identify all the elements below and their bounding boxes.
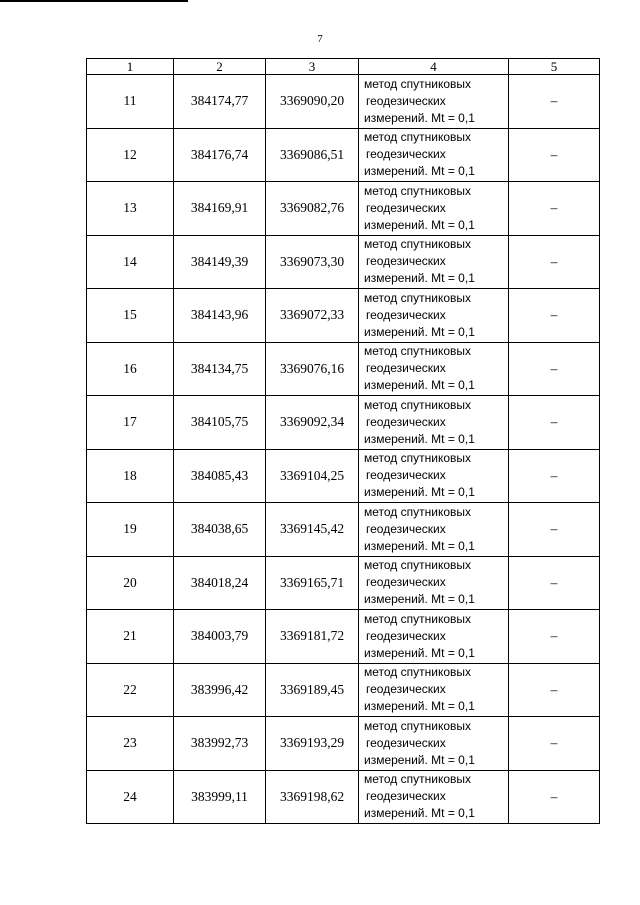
method-cell: [359, 717, 509, 771]
method-line: измерений. Mt = 0,1: [364, 217, 475, 232]
method-line: геодезических: [366, 735, 446, 750]
table-row: [87, 449, 600, 503]
table-row: [87, 396, 600, 450]
method-line: метод спутниковых: [364, 237, 472, 252]
method-line: измерений. Mt = 0,1: [364, 592, 475, 607]
method-line: геодезических: [366, 521, 446, 536]
coord-y-cell: 3369090,20: [266, 75, 359, 129]
table-row: [87, 75, 600, 129]
method-line: геодезических: [366, 682, 446, 697]
method-line: метод спутниковых: [364, 76, 472, 91]
point-number-cell: 24: [87, 770, 174, 824]
method-line: геодезических: [366, 361, 446, 376]
method-line: метод спутниковых: [364, 611, 472, 626]
point-number-cell: 12: [87, 128, 174, 182]
point-number-cell: 23: [87, 717, 174, 771]
method-line: измерений. Mt = 0,1: [364, 645, 475, 660]
coord-x-cell: 383992,73: [174, 717, 266, 771]
method-line: измерений. Mt = 0,1: [364, 431, 475, 446]
top-rule: [0, 0, 188, 2]
note-cell: –: [509, 235, 600, 289]
method-cell: [359, 396, 509, 450]
method-line: измерений. Mt = 0,1: [364, 806, 475, 821]
method-line: геодезических: [366, 147, 446, 162]
method-line: метод спутниковых: [364, 130, 472, 145]
note-cell: –: [509, 182, 600, 236]
coord-y-cell: 3369072,33: [266, 289, 359, 343]
method-cell: [359, 342, 509, 396]
coord-x-cell: 383999,11: [174, 770, 266, 824]
coord-x-cell: 384174,77: [174, 75, 266, 129]
method-cell: [359, 610, 509, 664]
coord-y-cell: 3369198,62: [266, 770, 359, 824]
coord-y-cell: 3369076,16: [266, 342, 359, 396]
point-number-cell: 13: [87, 182, 174, 236]
method-line: геодезических: [366, 789, 446, 804]
method-cell: [359, 235, 509, 289]
note-cell: –: [509, 289, 600, 343]
coord-x-cell: 384105,75: [174, 396, 266, 450]
point-number-cell: 11: [87, 75, 174, 129]
coord-y-cell: 3369165,71: [266, 556, 359, 610]
point-number-cell: 18: [87, 449, 174, 503]
method-line: метод спутниковых: [364, 504, 472, 519]
table-body: [87, 75, 600, 824]
method-line: геодезических: [366, 468, 446, 483]
coord-x-cell: 384134,75: [174, 342, 266, 396]
note-cell: –: [509, 449, 600, 503]
method-cell: [359, 182, 509, 236]
coord-y-cell: 3369092,34: [266, 396, 359, 450]
method-cell: [359, 128, 509, 182]
note-cell: –: [509, 610, 600, 664]
note-cell: –: [509, 342, 600, 396]
coord-x-cell: 384169,91: [174, 182, 266, 236]
table-row: [87, 182, 600, 236]
method-line: геодезических: [366, 575, 446, 590]
method-cell: [359, 556, 509, 610]
method-line: геодезических: [366, 414, 446, 429]
method-line: метод спутниковых: [364, 665, 472, 680]
coord-y-cell: 3369073,30: [266, 235, 359, 289]
table-row: [87, 610, 600, 664]
table-row: [87, 770, 600, 824]
table-header: [87, 59, 600, 75]
note-cell: –: [509, 503, 600, 557]
table-row: [87, 503, 600, 557]
coord-x-cell: 384018,24: [174, 556, 266, 610]
method-cell: [359, 75, 509, 129]
point-number-cell: 16: [87, 342, 174, 396]
coord-x-cell: 383996,42: [174, 663, 266, 717]
coord-y-cell: 3369082,76: [266, 182, 359, 236]
method-cell: [359, 503, 509, 557]
method-line: метод спутниковых: [364, 344, 472, 359]
method-line: измерений. Mt = 0,1: [364, 110, 475, 125]
method-line: геодезических: [366, 254, 446, 269]
coord-y-cell: 3369086,51: [266, 128, 359, 182]
point-number-cell: 19: [87, 503, 174, 557]
table-row: [87, 663, 600, 717]
note-cell: –: [509, 717, 600, 771]
coord-x-cell: 384085,43: [174, 449, 266, 503]
method-line: метод спутниковых: [364, 397, 472, 412]
note-cell: –: [509, 556, 600, 610]
note-cell: –: [509, 770, 600, 824]
method-line: геодезических: [366, 93, 446, 108]
point-number-cell: 20: [87, 556, 174, 610]
header-col-1: 1: [87, 59, 174, 75]
table-row: [87, 342, 600, 396]
table-row: [87, 289, 600, 343]
method-cell: [359, 770, 509, 824]
method-cell: [359, 663, 509, 717]
table-row: [87, 235, 600, 289]
method-line: геодезических: [366, 307, 446, 322]
point-number-cell: 22: [87, 663, 174, 717]
header-col-2: 2: [174, 59, 266, 75]
coord-y-cell: 3369145,42: [266, 503, 359, 557]
method-cell: [359, 289, 509, 343]
table-row: [87, 717, 600, 771]
note-cell: –: [509, 396, 600, 450]
coord-x-cell: 384176,74: [174, 128, 266, 182]
coord-x-cell: 384143,96: [174, 289, 266, 343]
method-line: измерений. Mt = 0,1: [364, 324, 475, 339]
header-col-5: 5: [509, 59, 600, 75]
header-col-4: 4: [359, 59, 509, 75]
coord-x-cell: 384003,79: [174, 610, 266, 664]
method-line: метод спутниковых: [364, 451, 472, 466]
method-line: метод спутниковых: [364, 558, 472, 573]
method-line: метод спутниковых: [364, 183, 472, 198]
coord-y-cell: 3369193,29: [266, 717, 359, 771]
point-number-cell: 21: [87, 610, 174, 664]
note-cell: –: [509, 663, 600, 717]
header-row: [87, 59, 600, 75]
method-line: измерений. Mt = 0,1: [364, 378, 475, 393]
method-line: измерений. Mt = 0,1: [364, 538, 475, 553]
method-line: метод спутниковых: [364, 718, 472, 733]
method-line: измерений. Mt = 0,1: [364, 485, 475, 500]
point-number-cell: 15: [87, 289, 174, 343]
point-number-cell: 14: [87, 235, 174, 289]
page-number: 7: [317, 33, 323, 45]
method-line: метод спутниковых: [364, 772, 472, 787]
coordinates-table: [86, 58, 600, 824]
point-number-cell: 17: [87, 396, 174, 450]
method-line: измерений. Mt = 0,1: [364, 699, 475, 714]
method-line: измерений. Mt = 0,1: [364, 752, 475, 767]
header-col-3: 3: [266, 59, 359, 75]
note-cell: –: [509, 128, 600, 182]
coord-x-cell: 384149,39: [174, 235, 266, 289]
note-cell: –: [509, 75, 600, 129]
method-line: геодезических: [366, 200, 446, 215]
method-line: измерений. Mt = 0,1: [364, 164, 475, 179]
method-line: метод спутниковых: [364, 290, 472, 305]
coord-y-cell: 3369104,25: [266, 449, 359, 503]
table-row: [87, 556, 600, 610]
coord-y-cell: 3369189,45: [266, 663, 359, 717]
method-cell: [359, 449, 509, 503]
coord-y-cell: 3369181,72: [266, 610, 359, 664]
method-line: геодезических: [366, 628, 446, 643]
method-line: измерений. Mt = 0,1: [364, 271, 475, 286]
coord-x-cell: 384038,65: [174, 503, 266, 557]
table-row: [87, 128, 600, 182]
